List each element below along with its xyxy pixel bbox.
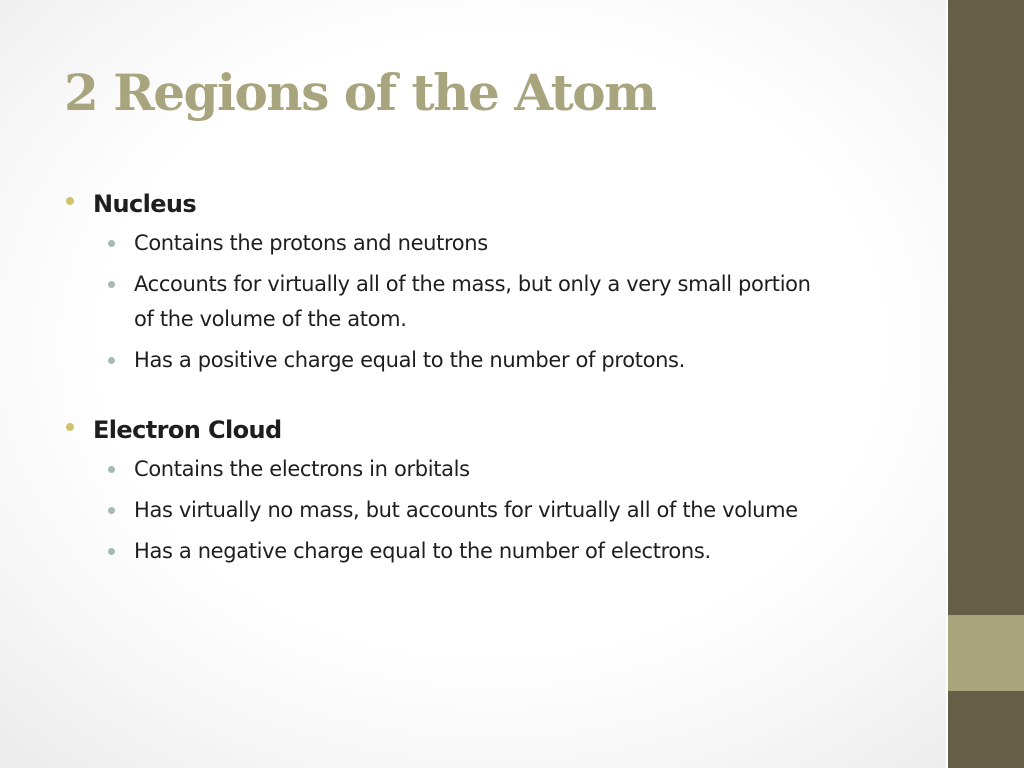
slide-content bbox=[66, 188, 926, 575]
sidebar-accent-block bbox=[948, 615, 1024, 691]
list-item-text: Has virtually no mass, but accounts for virtually all of the volume bbox=[134, 498, 798, 522]
list-item-text: Has a positive charge equal to the number of protons. bbox=[134, 348, 685, 372]
section-heading bbox=[66, 188, 926, 220]
bullet-list bbox=[66, 226, 926, 378]
section-heading bbox=[66, 414, 926, 446]
bullet-list bbox=[66, 452, 926, 569]
list-item bbox=[108, 267, 824, 337]
bullet-dot-icon bbox=[108, 507, 115, 514]
list-item-text: Has a negative charge equal to the number of electrons. bbox=[134, 539, 711, 563]
list-item bbox=[108, 343, 824, 378]
list-item-text: Accounts for virtually all of the mass, but only a very small portion of the volume of the atom. bbox=[134, 272, 811, 331]
section-electron-cloud bbox=[66, 414, 926, 569]
slide-title: 2 Regions of the Atom bbox=[64, 63, 656, 122]
bullet-dot-icon bbox=[108, 466, 115, 473]
list-item bbox=[108, 226, 824, 261]
list-item-text: Contains the protons and neutrons bbox=[134, 231, 488, 255]
bullet-dot-icon bbox=[108, 240, 115, 247]
bullet-dot-icon bbox=[66, 423, 74, 431]
bullet-dot-icon bbox=[108, 357, 115, 364]
section-heading-text: Electron Cloud bbox=[93, 416, 282, 444]
section-nucleus bbox=[66, 188, 926, 378]
list-item bbox=[108, 493, 824, 528]
section-heading-text: Nucleus bbox=[93, 190, 197, 218]
list-item-text: Contains the electrons in orbitals bbox=[134, 457, 470, 481]
list-item bbox=[108, 534, 824, 569]
bullet-dot-icon bbox=[108, 548, 115, 555]
list-item bbox=[108, 452, 824, 487]
bullet-dot-icon bbox=[66, 197, 74, 205]
bullet-dot-icon bbox=[108, 281, 115, 288]
